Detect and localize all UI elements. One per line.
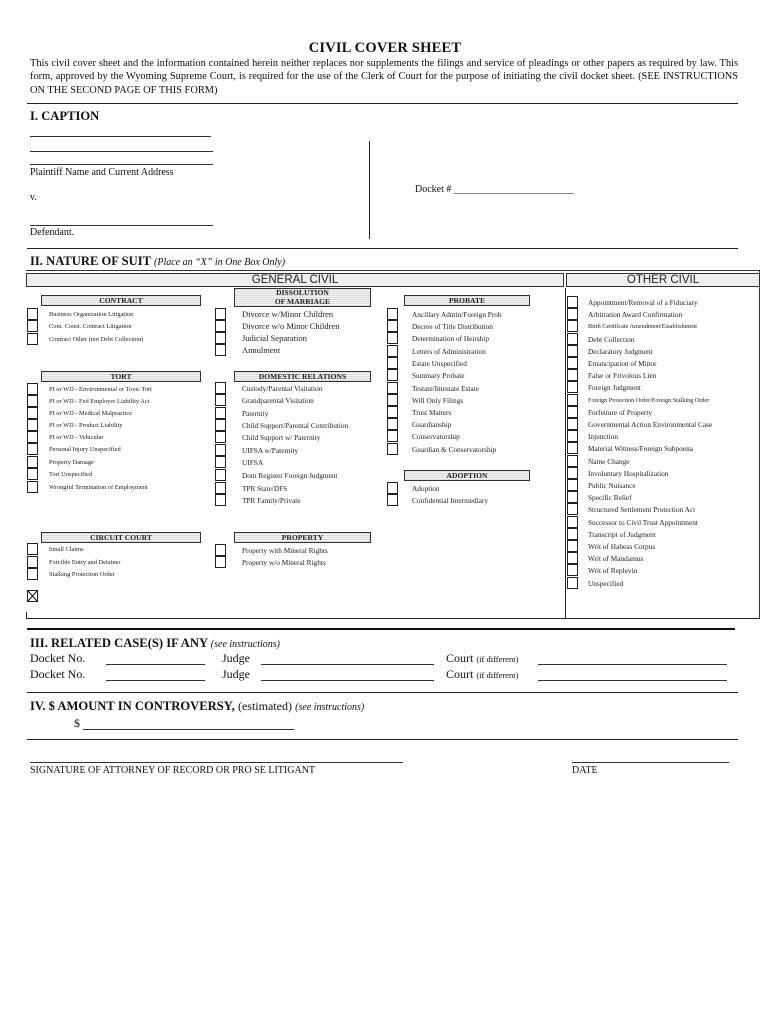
- other-civil-option-label: Foreign Protection Order/Foreign Stalking Order: [588, 396, 710, 404]
- other-civil-option-label: Material Witness/Foreign Subpoena: [588, 444, 693, 454]
- domestic-checkbox[interactable]: [215, 494, 226, 506]
- domestic-checkbox[interactable]: [215, 419, 226, 431]
- other-civil-option-label: Writ of Habeas Corpus: [588, 542, 656, 551]
- related-docket-field-1[interactable]: [106, 664, 205, 665]
- domestic-checkbox[interactable]: [215, 444, 226, 456]
- probate-option-label: Will Only Filings: [412, 396, 464, 405]
- other-civil-option-label: Injunction: [588, 432, 618, 442]
- other-civil-checkbox[interactable]: [567, 333, 578, 345]
- nature-heading-text: II. NATURE OF SUIT: [30, 254, 151, 268]
- probate-checkbox[interactable]: [387, 320, 398, 332]
- other-civil-checkbox[interactable]: [567, 455, 578, 467]
- amount-dollar-sign: $: [74, 716, 80, 730]
- contract-option-label: Business Organization Litigation: [49, 311, 134, 318]
- general-civil-header: GENERAL CIVIL: [26, 273, 564, 287]
- other-civil-checkbox[interactable]: [567, 503, 578, 515]
- amount-estimated: (estimated): [237, 699, 292, 713]
- domestic-option-label: TPR State/DFS: [242, 484, 288, 493]
- adoption-checkbox[interactable]: [387, 482, 398, 494]
- related-judge-label-2: Judge: [222, 667, 250, 681]
- other-civil-checkbox[interactable]: [567, 357, 578, 369]
- related-docket-label-2: Docket No.: [30, 667, 86, 681]
- other-civil-option-label: Specific Relief: [588, 493, 632, 503]
- circuit-court-option-label: Forcible Entry and Detainer: [49, 559, 121, 566]
- tort-option-label: PI or WD - Fed Employer Liability Act: [49, 398, 150, 405]
- property-checkbox[interactable]: [215, 556, 226, 568]
- tort-option-label: PI or WD - Product Liability: [49, 422, 123, 429]
- domestic-checkbox[interactable]: [215, 407, 226, 419]
- amount-field[interactable]: [83, 729, 294, 730]
- other-civil-option-label: Forfeiture of Property: [588, 407, 653, 417]
- domestic-option-label: Paternity: [242, 409, 269, 418]
- x-mark-icon: [27, 590, 38, 602]
- caption-heading: I. CAPTION: [30, 109, 100, 123]
- tort-checkbox[interactable]: [27, 443, 38, 455]
- other-civil-checkbox[interactable]: [567, 491, 578, 503]
- other-civil-checkbox[interactable]: [567, 467, 578, 479]
- nature-instruction: (Place an “X” in One Box Only): [154, 257, 286, 268]
- court-label: Court: [446, 667, 474, 681]
- plaintiff-label: Plaintiff Name and Current Address: [30, 167, 174, 178]
- domestic-option-label: TPR Family/Private: [242, 496, 301, 505]
- related-docket-label-1: Docket No.: [30, 651, 86, 665]
- related-heading-text: III. RELATED CASE(S) IF ANY: [30, 636, 208, 650]
- other-civil-option-label: Debt Collection: [588, 334, 635, 344]
- nature-heading: [30, 254, 285, 269]
- other-civil-checkbox[interactable]: [567, 381, 578, 393]
- circuit-court-checkbox[interactable]: [27, 568, 38, 580]
- related-court-label-2: [446, 667, 518, 682]
- probate-option-label: Guardian & Conservatorship: [412, 445, 497, 454]
- domestic-option-label: Child Support w/ Paternity: [242, 433, 321, 442]
- domestic-checkbox[interactable]: [215, 482, 226, 494]
- plaintiff-line-1[interactable]: [30, 136, 211, 137]
- other-civil-option-label: Successor to Civil Trust Appointment: [588, 517, 698, 527]
- signature-label: SIGNATURE OF ATTORNEY OF RECORD OR PRO SE LITIGANT: [30, 765, 316, 776]
- tort-checkbox[interactable]: [27, 481, 38, 493]
- tort-checkbox[interactable]: [27, 395, 38, 407]
- contract-category: CONTRACT: [41, 295, 201, 306]
- other-civil-option-label: Declaratory Judgment: [588, 346, 653, 356]
- dissolution-checkbox[interactable]: [215, 308, 226, 320]
- other-civil-option-label: Public Nuisance: [588, 481, 636, 490]
- tort-option-label: Property Damage: [49, 459, 94, 466]
- section-divider: [27, 628, 735, 630]
- other-civil-checkbox[interactable]: [567, 577, 578, 589]
- other-civil-checkbox[interactable]: [567, 540, 578, 552]
- tort-checkbox[interactable]: [27, 456, 38, 468]
- tort-option-label: Personal Injury Unspecified: [49, 446, 121, 453]
- other-civil-checkbox[interactable]: [567, 479, 578, 491]
- date-line[interactable]: [572, 762, 729, 763]
- other-civil-checkbox[interactable]: [567, 320, 578, 332]
- probate-option-label: Decree of Title Distribution: [412, 322, 493, 331]
- other-civil-checkbox[interactable]: [567, 418, 578, 430]
- adoption-option-label: Confidential Intermediary: [412, 496, 488, 505]
- docket-field[interactable]: Docket # ________________________: [415, 184, 574, 195]
- tort-checkbox[interactable]: [27, 419, 38, 431]
- related-judge-field-2[interactable]: [261, 680, 434, 681]
- other-civil-divider: [565, 288, 566, 619]
- amount-instruction: (see instructions): [295, 702, 365, 713]
- date-label: DATE: [572, 765, 598, 776]
- other-civil-option-label: Name Change: [588, 456, 630, 466]
- amount-heading: [30, 699, 364, 714]
- contract-option-label: Contract Other (not Debt Collection): [49, 336, 144, 343]
- tort-option-label: PI or WD - Environmental or Toxic Tort: [49, 386, 152, 393]
- circuit-court-checkbox[interactable]: [27, 543, 38, 555]
- versus-label: v.: [30, 192, 37, 203]
- dissolution-option-label: Divorce w/Minor Children: [242, 309, 334, 319]
- probate-checkbox[interactable]: [387, 382, 398, 394]
- probate-checkbox[interactable]: [387, 369, 398, 381]
- other-civil-checkbox[interactable]: [567, 394, 578, 406]
- amount-heading-text: IV. $ AMOUNT IN CONTROVERSY,: [30, 699, 235, 713]
- probate-checkbox[interactable]: [387, 308, 398, 320]
- divider: [27, 739, 738, 740]
- probate-option-label: Estate Unspecified: [412, 359, 467, 368]
- contract-checkbox[interactable]: [27, 333, 38, 345]
- court-label: Court: [446, 651, 474, 665]
- adoption-option-label: Adoption: [412, 484, 440, 493]
- domestic-option-label: UIFSA w/Paternity: [242, 446, 299, 455]
- probate-checkbox[interactable]: [387, 443, 398, 455]
- related-court-field-2[interactable]: [538, 680, 727, 681]
- form-title: CIVIL COVER SHEET: [308, 40, 462, 56]
- tort-checkbox[interactable]: [27, 407, 38, 419]
- domestic-checkbox[interactable]: [215, 469, 226, 481]
- other-civil-option-label: Unspecified: [588, 578, 624, 588]
- caption-divider: [369, 141, 370, 239]
- divider: [27, 103, 738, 104]
- other-civil-option-label: Involuntary Hospitalization: [588, 468, 669, 478]
- property-option-label: Property with Mineral Rights: [242, 546, 328, 555]
- other-civil-checkbox[interactable]: [567, 516, 578, 528]
- other-civil-checkbox[interactable]: [567, 552, 578, 564]
- other-civil-option-label: Transcript of Judgment: [588, 529, 656, 539]
- probate-option-label: Trust Matters: [412, 408, 452, 417]
- domestic-checkbox[interactable]: [215, 382, 226, 394]
- signature-line[interactable]: [30, 762, 403, 763]
- other-civil-checkbox[interactable]: [567, 528, 578, 540]
- other-civil-option-label: Foreign Judgment: [588, 383, 641, 393]
- related-judge-label-1: Judge: [222, 651, 250, 665]
- other-civil-checkbox[interactable]: [567, 345, 578, 357]
- domestic-relations-category: DOMESTIC RELATIONS: [234, 371, 371, 382]
- tort-category: TORT: [41, 371, 201, 382]
- other-civil-checkbox[interactable]: [567, 430, 578, 442]
- other-civil-checkbox[interactable]: [567, 308, 578, 320]
- other-civil-option-label: Structured Settlement Protection Act: [588, 505, 696, 515]
- other-civil-option-label: Writ of Replevin: [588, 566, 638, 576]
- property-checkbox[interactable]: [215, 544, 226, 556]
- probate-option-label: Letters of Administration: [412, 347, 486, 356]
- other-civil-option-label: Birth Certificate Amendment/Establishment: [588, 323, 697, 331]
- other-civil-option-label: Appointment/Removal of a Fiduciary: [588, 298, 698, 307]
- tort-checkbox[interactable]: [27, 468, 38, 480]
- dissolution-title-2: OF MARRIAGE: [274, 296, 331, 306]
- related-court-field-1[interactable]: [538, 664, 727, 665]
- probate-option-label: Testate/Intestate Estate: [412, 384, 479, 393]
- nature-bottom-line: [26, 618, 760, 619]
- probate-option-label: Summary Probate: [412, 371, 465, 380]
- form-intro-text: This civil cover sheet and the information contained herein neither replaces nor supplements the filings and service of pleadings or other papers as required by law. This form, approved by the Wyoming Supreme Court, is required for the use of the Clerk of Court for the purpose of initiating the civil docket sheet. (SEE INSTRUCTIONS ON THE SECOND PAGE OF THIS FORM): [30, 58, 738, 96]
- plaintiff-line-2[interactable]: [30, 151, 213, 152]
- domestic-option-label: Custody/Parental Visitation: [242, 384, 323, 393]
- other-civil-checkbox[interactable]: [567, 406, 578, 418]
- circuit-court-category: CIRCUIT COURT: [41, 532, 201, 543]
- contract-checkbox[interactable]: [27, 308, 38, 320]
- dissolution-option-label: Judicial Separation: [242, 333, 307, 343]
- other-civil-checkbox[interactable]: [567, 369, 578, 381]
- divider: [27, 692, 738, 693]
- tort-option-label: Tort Unspecified: [49, 471, 93, 478]
- dissolution-option-label: Annulment: [242, 345, 281, 355]
- dissolution-title-1: DISSOLUTION: [276, 288, 329, 297]
- contract-checkbox[interactable]: [27, 320, 38, 332]
- domestic-option-label: Dom Register Foreign Judgment: [242, 471, 338, 480]
- adoption-checkbox[interactable]: [387, 494, 398, 506]
- other-civil-option-label: Emancipation of Minor: [588, 359, 657, 368]
- probate-checkbox[interactable]: [387, 345, 398, 357]
- other-civil-option-label: False or Frivolous Lien: [588, 371, 657, 381]
- divider: [27, 248, 738, 249]
- tort-option-label: Wrongful Termination of Employment: [49, 484, 148, 491]
- circuit-court-option-label: Stalking Protection Order: [49, 571, 115, 578]
- tort-option-label: PI or WD - Vehicular: [49, 434, 104, 441]
- other-civil-option-label: Arbitration Award Confirmation: [588, 310, 683, 320]
- probate-checkbox[interactable]: [387, 418, 398, 430]
- other-civil-checkbox[interactable]: [567, 442, 578, 454]
- defendant-label: Defendant.: [30, 227, 75, 238]
- court-note: (if different): [476, 654, 519, 664]
- probate-option-label: Guardianship: [412, 420, 452, 429]
- property-option-label: Property w/o Mineral Rights: [242, 558, 326, 567]
- related-docket-field-2[interactable]: [106, 680, 205, 681]
- domestic-checkbox[interactable]: [215, 394, 226, 406]
- dissolution-category: [234, 288, 371, 307]
- dissolution-checkbox[interactable]: [215, 320, 226, 332]
- tort-option-label: PI or WD - Medical Malpractice: [49, 410, 133, 417]
- related-heading: [30, 636, 280, 651]
- other-civil-checkbox[interactable]: [567, 564, 578, 576]
- defendant-line[interactable]: [30, 225, 213, 226]
- plaintiff-line-3[interactable]: [30, 164, 213, 165]
- related-instruction: (see instructions): [210, 639, 280, 650]
- dissolution-checkbox[interactable]: [215, 332, 226, 344]
- probate-option-label: Determination of Heirship: [412, 334, 490, 343]
- tort-checkbox[interactable]: [27, 383, 38, 395]
- domestic-checkbox[interactable]: [215, 456, 226, 468]
- domestic-option-label: Grandparental Visitation: [242, 396, 314, 405]
- other-civil-option-label: Writ of Mandamus: [588, 554, 644, 564]
- domestic-checkbox[interactable]: [215, 431, 226, 443]
- circuit-court-checkbox[interactable]: [27, 556, 38, 568]
- domestic-option-label: Child Support/Parental Contribution: [242, 421, 349, 430]
- probate-checkbox[interactable]: [387, 430, 398, 442]
- property-category: PROPERTY: [234, 532, 371, 543]
- probate-checkbox[interactable]: [387, 394, 398, 406]
- adoption-category: ADOPTION: [404, 470, 530, 481]
- related-court-label-1: [446, 651, 518, 666]
- probate-option-label: Conservatorship: [412, 432, 460, 441]
- tort-checkbox[interactable]: [27, 431, 38, 443]
- other-civil-header: OTHER CIVIL: [566, 273, 760, 287]
- probate-checkbox[interactable]: [387, 406, 398, 418]
- circuit-court-option-label: Small Claims: [49, 546, 84, 553]
- other-civil-checkbox[interactable]: [567, 296, 578, 308]
- other-civil-option-label: Governmental Action Environmental Case: [588, 420, 713, 429]
- dissolution-option-label: Divorce w/o Minor Children: [242, 321, 340, 331]
- probate-checkbox[interactable]: [387, 357, 398, 369]
- court-note: (if different): [476, 670, 519, 680]
- domestic-option-label: UIFSA: [242, 458, 264, 467]
- probate-option-label: Ancillary Admin/Foreign Prob: [412, 310, 502, 319]
- dissolution-checkbox[interactable]: [215, 344, 226, 356]
- contract-option-label: Com. Const. Contract Litigation: [49, 323, 132, 330]
- probate-category: PROBATE: [404, 295, 530, 306]
- related-judge-field-1[interactable]: [261, 664, 434, 665]
- probate-checkbox[interactable]: [387, 332, 398, 344]
